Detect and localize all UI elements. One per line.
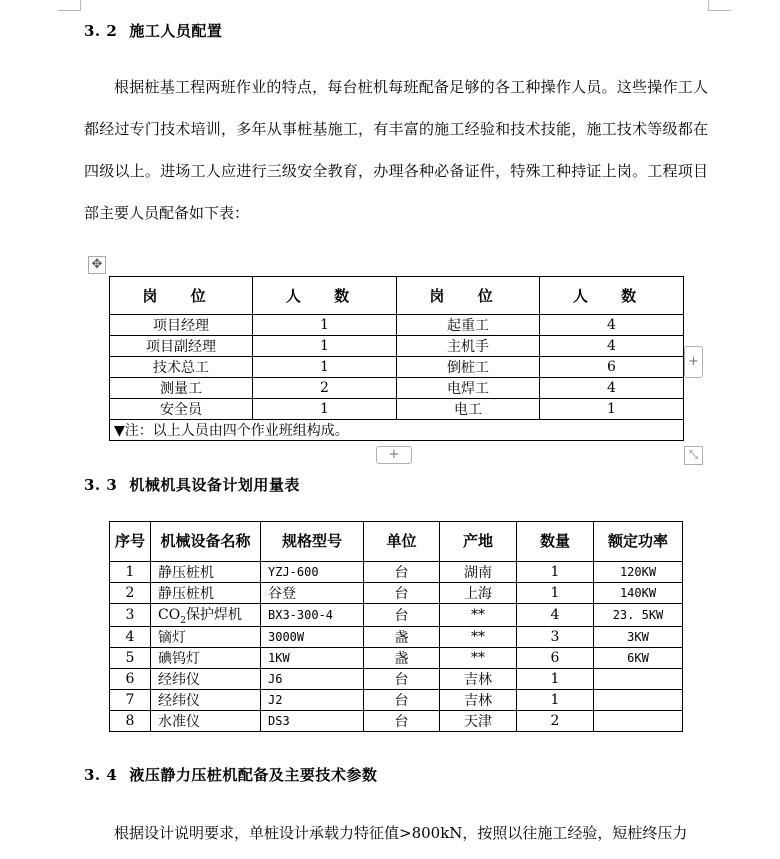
table-cell xyxy=(594,689,683,710)
table-cell: ** xyxy=(440,604,517,627)
table-row xyxy=(110,336,684,357)
section-heading-3-4 xyxy=(84,764,377,785)
table-cell: 1KW xyxy=(261,647,364,668)
table-cell: 1 xyxy=(253,315,397,336)
header-origin: 产地 xyxy=(440,522,517,562)
table-cell: J6 xyxy=(261,668,364,689)
table-header-row xyxy=(110,522,683,562)
header-rated-power: 额定功率 xyxy=(594,522,683,562)
section-number: 3. 4 xyxy=(84,766,118,784)
table-cell: 项目副经理 xyxy=(110,336,253,357)
add-column-button[interactable]: + xyxy=(684,346,703,378)
table-cell: 1 xyxy=(540,399,684,420)
table-cell: 3000W xyxy=(261,626,364,647)
table-move-handle-icon[interactable]: ✥ xyxy=(88,256,106,274)
table-cell: 盏 xyxy=(364,647,440,668)
table-cell: DS3 xyxy=(261,710,364,731)
table-cell: 6 xyxy=(110,668,151,689)
table-cell: 6 xyxy=(540,357,684,378)
table-cell-co2-welder xyxy=(151,604,261,627)
table-cell: ** xyxy=(440,626,517,647)
table-cell: 6 xyxy=(517,647,594,668)
table-cell: 7 xyxy=(110,689,151,710)
header-quantity: 数量 xyxy=(517,522,594,562)
table-cell: 4 xyxy=(540,336,684,357)
header-equipment-name: 机械设备名称 xyxy=(151,522,261,562)
section-number: 3. 2 xyxy=(84,22,118,40)
table-note-row xyxy=(110,420,684,441)
table-cell: 140KW xyxy=(594,583,683,604)
header-model: 规格型号 xyxy=(261,522,364,562)
table-cell: 水准仪 xyxy=(151,710,261,731)
table-cell: 4 xyxy=(110,626,151,647)
table-row xyxy=(110,315,684,336)
table-row xyxy=(110,399,684,420)
table-cell: 台 xyxy=(364,604,440,627)
table-row xyxy=(110,378,684,399)
table-cell: 1 xyxy=(253,357,397,378)
table-cell: 23. 5KW xyxy=(594,604,683,627)
table-cell: 盏 xyxy=(364,626,440,647)
table-cell: 3KW xyxy=(594,626,683,647)
table-cell: 2 xyxy=(517,710,594,731)
header-unit: 单位 xyxy=(364,522,440,562)
table-cell: 台 xyxy=(364,689,440,710)
table-cell: 2 xyxy=(110,583,151,604)
table-row xyxy=(110,668,683,689)
section-title: 机械机具设备计划用量表 xyxy=(129,476,300,494)
staff-table xyxy=(109,276,684,441)
table-cell: 倒桩工 xyxy=(397,357,540,378)
table-cell: 3 xyxy=(110,604,151,627)
header-index: 序号 xyxy=(110,522,151,562)
table-cell: 台 xyxy=(364,583,440,604)
table-note: ▼注：以上人员由四个作业班组构成。 xyxy=(110,420,684,441)
table-cell: 电焊工 xyxy=(397,378,540,399)
table-cell: 1 xyxy=(253,336,397,357)
table-row xyxy=(110,689,683,710)
add-row-button[interactable]: + xyxy=(376,446,412,464)
table-cell: 经纬仪 xyxy=(151,668,261,689)
table-cell: 主机手 xyxy=(397,336,540,357)
table-cell: 安全员 xyxy=(110,399,253,420)
equipment-table xyxy=(109,521,683,732)
table-cell: 静压桩机 xyxy=(151,583,261,604)
table-header-row xyxy=(110,277,684,315)
table-cell: 6KW xyxy=(594,647,683,668)
table-cell: BX3-300-4 xyxy=(261,604,364,627)
page-corner-mark-left xyxy=(58,0,81,11)
section-heading-3-3 xyxy=(84,474,300,495)
section-title: 液压静力压桩机配备及主要技术参数 xyxy=(129,766,378,784)
table-cell: 上海 xyxy=(440,583,517,604)
table-row xyxy=(110,626,683,647)
co2-suffix: 保护焊机 xyxy=(185,607,242,623)
table-cell: 4 xyxy=(540,378,684,399)
table-row xyxy=(110,710,683,731)
table-cell: 天津 xyxy=(440,710,517,731)
table-cell: 2 xyxy=(253,378,397,399)
page-corner-mark-right xyxy=(708,0,731,11)
table-row xyxy=(110,562,683,583)
table-cell: 1 xyxy=(517,668,594,689)
co2-subscript: 2 xyxy=(180,615,186,626)
table-cell: 吉林 xyxy=(440,668,517,689)
table-cell: 台 xyxy=(364,562,440,583)
table-cell: 吉林 xyxy=(440,689,517,710)
table-cell: 台 xyxy=(364,668,440,689)
table-row xyxy=(110,647,683,668)
paragraph-staffing: 根据桩基工程两班作业的特点，每台桩机每班配备足够的各工种操作人员。这些操作工人都经过专门技术培训，多年从事桩基施工，有丰富的施工经验和技术技能，施工技术等级都在四级以上。进场工人应进行三级安全教育，办理各种必备证件，特殊工种持证上岗。工程项目部主要人员配备如下表： xyxy=(84,78,708,222)
table-row xyxy=(110,583,683,604)
section-heading-3-2 xyxy=(84,20,222,41)
co2-prefix: CO xyxy=(158,607,181,623)
table-cell: 电工 xyxy=(397,399,540,420)
table-cell: 测量工 xyxy=(110,378,253,399)
table-cell: 4 xyxy=(517,604,594,627)
table-cell: 技术总工 xyxy=(110,357,253,378)
table-cell: 起重工 xyxy=(397,315,540,336)
table-cell: 120KW xyxy=(594,562,683,583)
section-number: 3. 3 xyxy=(84,476,118,494)
table-cell: 5 xyxy=(110,647,151,668)
table-row xyxy=(110,604,683,627)
paragraph-design-requirements: 根据设计说明要求，单桩设计承载力特征值>800kN，按照以往施工经验，短桩终压力 xyxy=(114,824,688,842)
table-cell: 3 xyxy=(517,626,594,647)
section-title: 施工人员配置 xyxy=(129,22,223,40)
table-cell: 1 xyxy=(253,399,397,420)
table-cell: 经纬仪 xyxy=(151,689,261,710)
table-cell: J2 xyxy=(261,689,364,710)
table-cell xyxy=(594,710,683,731)
table-cell: 1 xyxy=(517,689,594,710)
table-cell: ** xyxy=(440,647,517,668)
header-count: 人 数 xyxy=(540,277,684,315)
header-post: 岗 位 xyxy=(110,277,253,315)
table-cell xyxy=(594,668,683,689)
table-cell: 湖南 xyxy=(440,562,517,583)
table-cell: 碘钨灯 xyxy=(151,647,261,668)
table-cell: YZJ-600 xyxy=(261,562,364,583)
table-cell: 项目经理 xyxy=(110,315,253,336)
table-cell: 1 xyxy=(110,562,151,583)
table-cell: 1 xyxy=(517,562,594,583)
table-resize-handle-icon[interactable]: ⤡ xyxy=(684,446,703,465)
table-cell: 1 xyxy=(517,583,594,604)
table-cell: 4 xyxy=(540,315,684,336)
table-cell: 静压桩机 xyxy=(151,562,261,583)
header-count: 人 数 xyxy=(253,277,397,315)
table-cell: 镝灯 xyxy=(151,626,261,647)
table-cell: 8 xyxy=(110,710,151,731)
table-row xyxy=(110,357,684,378)
table-cell: 谷登 xyxy=(261,583,364,604)
header-post: 岗 位 xyxy=(397,277,540,315)
table-cell: 台 xyxy=(364,710,440,731)
